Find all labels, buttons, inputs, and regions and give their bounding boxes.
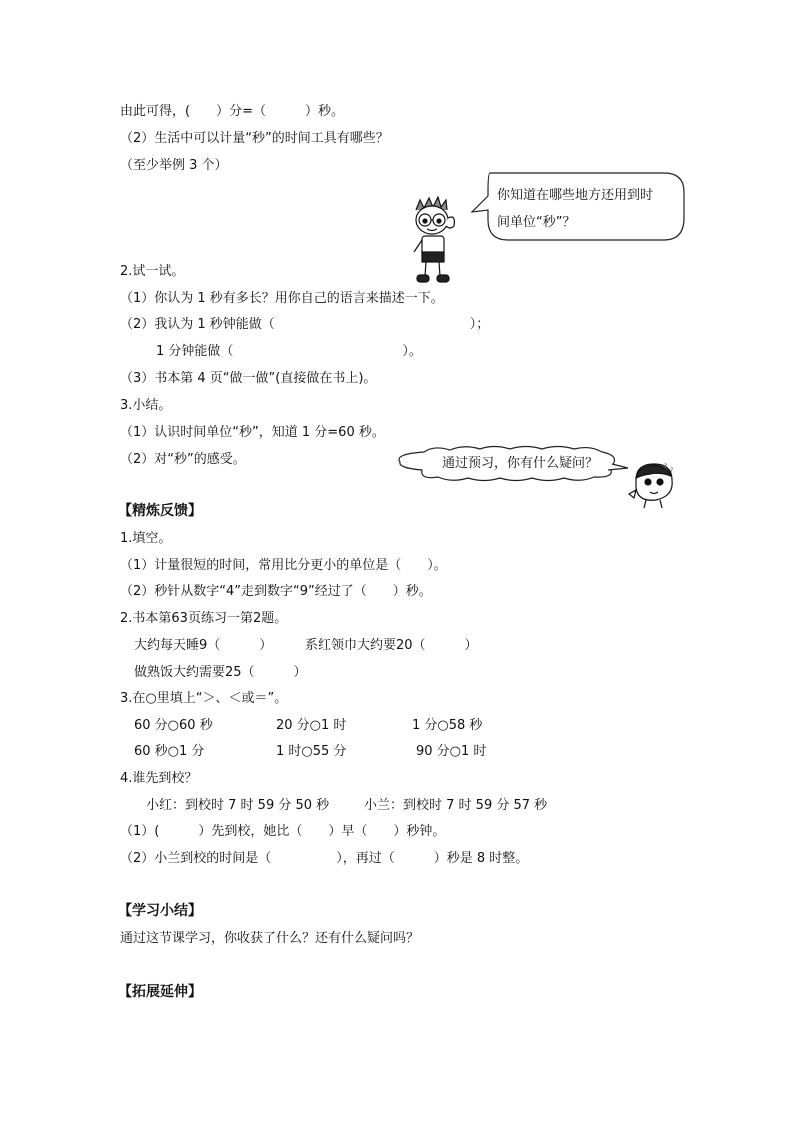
speech-bubble-shape — [468, 170, 688, 250]
text-line: （2）我认为 1 秒钟能做（ ）； — [120, 317, 490, 332]
text-line: 3.在○里填上“＞、＜或＝”。 — [120, 691, 288, 706]
svg-text:?: ? — [664, 463, 668, 470]
text-line: （1）( ）先到校，她比（ ）早（ ）秒钟。 — [120, 824, 446, 839]
compare-item: 90 分○1 时 — [416, 744, 487, 759]
speech-bubble-line: 你知道在哪些地方还用到时 — [497, 188, 654, 203]
text-line: （3）书本第 4 页“做一做”(直接做在书上)。 — [120, 371, 377, 386]
text-line: （2）小兰到校的时间是（ ），再过（ ）秒是 8 时整。 — [120, 851, 529, 866]
compare-item: 60 秒○1 分 — [134, 744, 205, 759]
text-line: 做熟饭大约需要25（ ） — [134, 665, 307, 680]
text-line: 1 分钟能做（ ）。 — [156, 344, 422, 359]
text-line: 小红：到校时 7 时 59 分 50 秒 — [146, 798, 330, 813]
speech-bubble-line: 间单位“秒”？ — [497, 215, 576, 230]
thought-cloud-text: 通过预习，你有什么疑问？ — [442, 456, 599, 471]
text-line: （2）生活中可以计量“秒”的时间工具有哪些？ — [120, 131, 389, 146]
text-line: 大约每天睡9（ ） — [134, 638, 273, 653]
section-heading-summary: 【学习小结】 — [118, 903, 202, 919]
text-line: 2.书本第63页练习一第2题。 — [120, 611, 288, 626]
text-line: 3.小结。 — [120, 398, 172, 413]
text-line: 由此可得，( ）分=（ ）秒。 — [120, 104, 344, 119]
compare-item: 20 分○1 时 — [276, 718, 347, 733]
text-line: （至少举例 3 个） — [120, 158, 228, 173]
text-line: 4.谁先到校？ — [120, 771, 198, 786]
text-line: 2.试一试。 — [120, 264, 185, 279]
text-line: （2）秒针从数字“4”走到数字“9”经过了（ ）秒。 — [120, 584, 432, 599]
text-line: 1.填空。 — [120, 531, 172, 546]
text-line: 小兰：到校时 7 时 59 分 57 秒 — [364, 798, 548, 813]
text-line: 通过这节课学习，你收获了什么？还有什么疑问吗？ — [120, 931, 420, 946]
compare-item: 60 分○60 秒 — [134, 718, 213, 733]
text-line: （1）你认为 1 秒有多长？用你自己的语言来描述一下。 — [120, 291, 444, 306]
text-line: 系红领巾大约要20（ ） — [305, 638, 478, 653]
svg-text:?: ? — [670, 467, 674, 474]
compare-item: 1 时○55 分 — [276, 744, 347, 759]
boy-cartoon-icon — [404, 196, 468, 288]
section-heading-extend: 【拓展延伸】 — [118, 984, 202, 1000]
text-line: （2）对“秒”的感受。 — [120, 452, 246, 467]
text-line: （1）计量很短的时间，常用比分更小的单位是（ ）。 — [120, 558, 447, 573]
child-cartoon-icon — [624, 460, 678, 510]
text-line: （1）认识时间单位“秒”，知道 1 分=60 秒。 — [120, 425, 385, 440]
section-heading-practice: 【精炼反馈】 — [118, 503, 202, 519]
compare-item: 1 分○58 秒 — [412, 718, 483, 733]
